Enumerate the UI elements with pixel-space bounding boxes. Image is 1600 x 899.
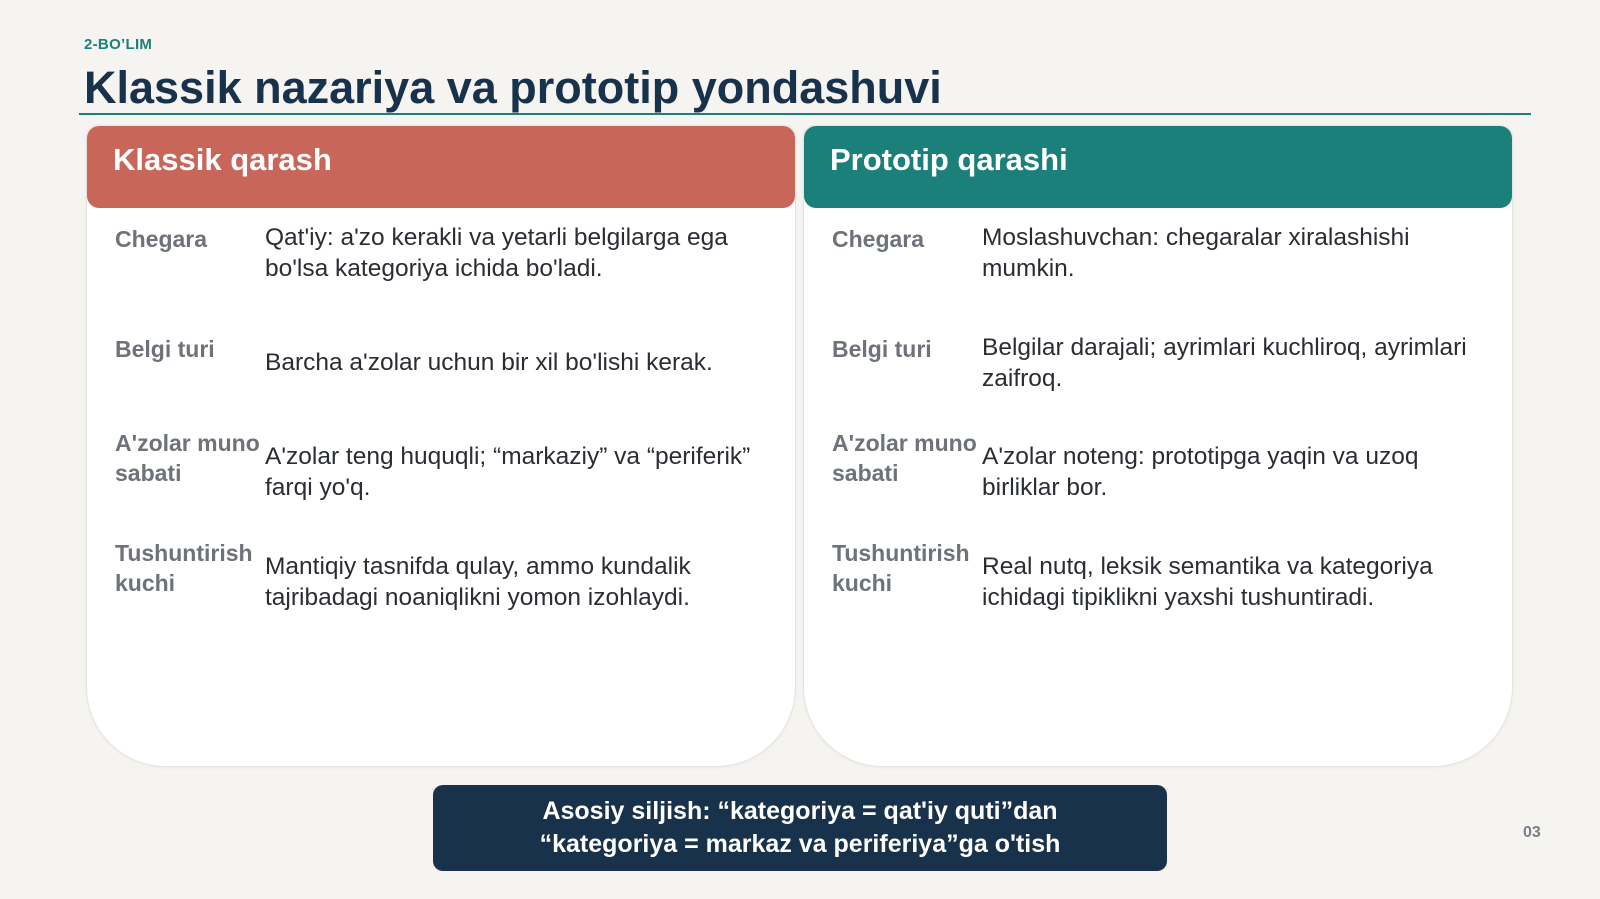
row-label: Belgi turi: [832, 336, 932, 362]
row-text: A'zolar noteng: prototipga yaqin va uzoq birliklar bor.: [982, 443, 1419, 501]
summary-line-1: Asosiy siljish: “kategoriya = qat'iy quti”dan: [542, 797, 1058, 825]
row-label: Chegara: [832, 226, 925, 252]
comparison-row-explanatory-power: [87, 538, 795, 650]
classical-view-heading: Klassik qarash: [87, 126, 795, 208]
row-label: Tushuntirish kuchi: [115, 540, 253, 596]
key-shift-summary: [433, 785, 1167, 871]
section-label: 2-BO’LIM: [84, 36, 153, 53]
comparison-row-member-relation: [804, 428, 1512, 540]
comparison-row-boundary: [87, 222, 795, 334]
classical-view-panel: [86, 125, 796, 767]
row-text: Moslashuvchan: chegaralar xiralashishi mumkin.: [982, 224, 1410, 282]
row-text: Belgilar darajali; ayrimlari kuchliroq, ayrimlari zaifroq.: [982, 334, 1467, 392]
row-text: Barcha a'zolar uchun bir xil bo'lishi kerak.: [265, 349, 713, 376]
summary-line-2: “kategoriya = markaz va periferiya”ga o'tish: [539, 830, 1061, 858]
row-label: A'zolar munosabati: [832, 430, 977, 486]
title-divider: [79, 113, 1531, 115]
row-label: Tushuntirish kuchi: [832, 540, 970, 596]
row-text: A'zolar teng huquqli; “markaziy” va “periferik” farqi yo'q.: [265, 443, 751, 501]
row-label: Chegara: [115, 226, 208, 252]
comparison-row-boundary: [804, 222, 1512, 334]
comparison-row-member-relation: [87, 428, 795, 540]
page-title: Klassik nazariya va prototip yondashuvi: [84, 62, 942, 113]
row-label: Belgi turi: [115, 336, 215, 362]
prototype-view-panel: [803, 125, 1513, 767]
comparison-row-explanatory-power: [804, 538, 1512, 650]
prototype-view-heading: Prototip qarashi: [804, 126, 1512, 208]
row-text: Real nutq, leksik semantika va kategoriya ichidagi tipiklikni yaxshi tushuntiradi.: [982, 553, 1433, 611]
row-text: Mantiqiy tasnifda qulay, ammo kundalik tajribadagi noaniqlikni yomon izohlaydi.: [265, 553, 691, 611]
row-text: Qat'iy: a'zo kerakli va yetarli belgilarga ega bo'lsa kategoriya ichida bo'ladi.: [265, 224, 728, 282]
row-label: A'zolar munosabati: [115, 430, 260, 486]
page-number: 03: [1523, 824, 1541, 841]
